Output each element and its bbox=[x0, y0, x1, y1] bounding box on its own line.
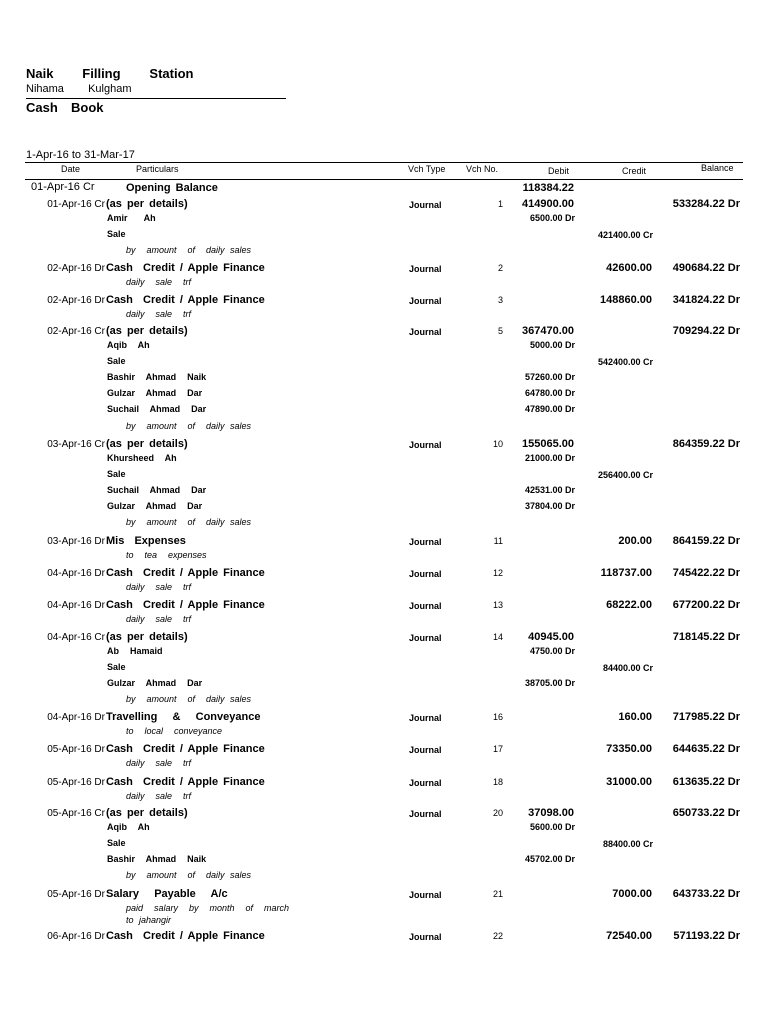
entry-vch-type: Journal bbox=[409, 601, 442, 611]
entry-balance: 650733.22 Dr bbox=[672, 807, 740, 819]
entry-vch-type: Journal bbox=[409, 569, 442, 579]
entry-narration: daily sale trf bbox=[126, 758, 192, 768]
entry-date: 05-Apr-16 Dr bbox=[47, 744, 105, 755]
entry-narration: daily sale trf bbox=[126, 614, 192, 624]
entry-narration: by amount of daily sales bbox=[126, 517, 252, 528]
column-header-credit: Credit bbox=[622, 166, 647, 176]
detail-account: Ab Hamaid bbox=[107, 646, 163, 656]
entry-vch-no: 11 bbox=[493, 536, 503, 546]
entry-particulars: Cash Credit / Apple Finance bbox=[106, 262, 265, 274]
entry-balance: 717985.22 Dr bbox=[672, 711, 740, 723]
entry-vch-no: 10 bbox=[492, 439, 503, 449]
entry-vch-type: Journal bbox=[409, 713, 442, 723]
detail-credit: 256400.00 Cr bbox=[597, 470, 653, 481]
entry-date: 02-Apr-16 Dr bbox=[47, 295, 105, 306]
detail-debit: 37804.00 Dr bbox=[524, 501, 575, 512]
entry-vch-no: 20 bbox=[492, 808, 503, 818]
entry-date: 03-Apr-16 Cr bbox=[47, 439, 105, 450]
entry-narration: paid salary by month of march bbox=[126, 903, 290, 913]
detail-account: Khursheed Ah bbox=[107, 453, 177, 463]
detail-account: Gulzar Ahmad Dar bbox=[107, 388, 203, 399]
entry-date: 05-Apr-16 Dr bbox=[47, 889, 105, 900]
entry-date: 04-Apr-16 Cr bbox=[47, 632, 105, 643]
entry-vch-no: 18 bbox=[492, 777, 503, 787]
detail-debit: 47890.00 Dr bbox=[524, 404, 575, 415]
entry-particulars: Cash Credit / Apple Finance bbox=[106, 567, 265, 579]
detail-debit: 4750.00 Dr bbox=[529, 646, 575, 656]
detail-account: Sale bbox=[107, 356, 126, 367]
entry-vch-no: 3 bbox=[497, 295, 503, 305]
detail-account: Gulzar Ahmad Dar bbox=[107, 501, 203, 512]
entry-debit: 367470.00 bbox=[522, 325, 574, 337]
company-name: Naik Filling Station bbox=[26, 66, 194, 81]
detail-account: Gulzar Ahmad Dar bbox=[107, 678, 203, 689]
entry-date: 01-Apr-16 Cr bbox=[47, 199, 105, 210]
entry-credit: 7000.00 bbox=[612, 888, 652, 900]
entry-balance: 533284.22 Dr bbox=[672, 198, 740, 210]
entry-narration: to tea expenses bbox=[126, 550, 207, 560]
entry-credit: 148860.00 bbox=[600, 294, 652, 306]
entry-balance: 643733.22 Dr bbox=[672, 888, 740, 900]
entry-vch-type: Journal bbox=[409, 264, 442, 274]
detail-debit: 6500.00 Dr bbox=[529, 213, 575, 223]
entry-balance: 864359.22 Dr bbox=[672, 438, 740, 450]
detail-account: Aqib Ah bbox=[107, 340, 150, 350]
entry-particulars: Cash Credit / Apple Finance bbox=[106, 930, 265, 942]
entry-date: 04-Apr-16 Dr bbox=[47, 568, 105, 579]
entry-debit: 118384.22 bbox=[522, 182, 574, 194]
entry-particulars: Mis Expenses bbox=[106, 535, 186, 547]
entry-debit: 414900.00 bbox=[522, 198, 574, 210]
entry-vch-type: Journal bbox=[409, 890, 442, 900]
entry-credit: 200.00 bbox=[618, 535, 652, 547]
detail-account: Amir Ah bbox=[107, 213, 156, 223]
entry-balance: 644635.22 Dr bbox=[672, 743, 740, 755]
detail-credit: 84400.00 Cr bbox=[602, 663, 653, 674]
detail-account: Suchail Ahmad Dar bbox=[107, 485, 207, 496]
entry-date: 04-Apr-16 Dr bbox=[47, 712, 105, 723]
entry-particulars: Cash Credit / Apple Finance bbox=[106, 294, 265, 306]
entry-particulars: Cash Credit / Apple Finance bbox=[106, 776, 265, 788]
detail-debit: 5000.00 Dr bbox=[529, 340, 575, 350]
entry-balance: 709294.22 Dr bbox=[672, 325, 740, 337]
detail-debit: 42531.00 Dr bbox=[524, 485, 575, 496]
entry-particulars: (as per details) bbox=[106, 438, 188, 450]
entry-narration: by amount of daily sales bbox=[126, 245, 252, 256]
entry-date: 02-Apr-16 Cr bbox=[47, 326, 105, 337]
entry-credit: 73350.00 bbox=[606, 743, 652, 755]
detail-account: Suchail Ahmad Dar bbox=[107, 404, 207, 415]
entry-narration: daily sale trf bbox=[126, 582, 192, 592]
column-header-debit: Debit bbox=[548, 166, 570, 176]
entry-vch-no: 22 bbox=[492, 931, 503, 941]
entry-date: 05-Apr-16 Cr bbox=[47, 808, 105, 819]
entry-vch-type: Journal bbox=[409, 440, 442, 450]
entry-particulars: (as per details) bbox=[106, 325, 188, 337]
entry-narration: daily sale trf bbox=[126, 309, 192, 319]
entry-vch-type: Journal bbox=[409, 809, 442, 819]
entry-vch-no: 21 bbox=[492, 889, 503, 899]
entry-credit: 160.00 bbox=[618, 711, 652, 723]
entry-particulars: (as per details) bbox=[106, 198, 188, 210]
entry-particulars: Cash Credit / Apple Finance bbox=[106, 599, 265, 611]
entry-particulars: (as per details) bbox=[106, 631, 188, 643]
entry-date: 01-Apr-16 Cr bbox=[31, 181, 95, 193]
entry-balance: 571193.22 Dr bbox=[673, 930, 740, 942]
entry-vch-no: 12 bbox=[492, 568, 503, 578]
entry-vch-no: 1 bbox=[497, 199, 503, 209]
entry-debit: 155065.00 bbox=[522, 438, 574, 450]
entry-particulars: Salary Payable A/c bbox=[106, 888, 228, 900]
entry-vch-type: Journal bbox=[409, 327, 442, 337]
entry-narration: daily sale trf bbox=[126, 277, 192, 287]
column-header-vch-no: Vch No. bbox=[466, 164, 499, 174]
detail-account: Sale bbox=[107, 662, 126, 673]
entry-credit: 31000.00 bbox=[606, 776, 652, 788]
entry-vch-type: Journal bbox=[409, 296, 442, 306]
entry-vch-type: Journal bbox=[409, 932, 442, 942]
entry-vch-no: 16 bbox=[492, 712, 503, 722]
report-title: Cash Book bbox=[26, 100, 104, 115]
entry-date: 05-Apr-16 Dr bbox=[47, 777, 105, 788]
detail-debit: 5600.00 Dr bbox=[529, 822, 575, 832]
entry-debit: 37098.00 bbox=[528, 807, 574, 819]
entry-balance: 864159.22 Dr bbox=[672, 535, 740, 547]
entry-narration: by amount of daily sales bbox=[126, 694, 252, 705]
column-header-balance: Balance bbox=[701, 163, 734, 173]
entry-narration: to local conveyance bbox=[126, 726, 223, 736]
detail-debit: 45702.00 Dr bbox=[524, 854, 575, 865]
detail-account: Bashir Ahmad Naik bbox=[107, 854, 207, 865]
entry-debit: 40945.00 bbox=[528, 631, 574, 643]
entry-vch-no: 17 bbox=[492, 744, 503, 754]
detail-credit: 421400.00 Cr bbox=[597, 230, 653, 241]
entry-vch-type: Journal bbox=[409, 745, 442, 755]
entry-date: 02-Apr-16 Dr bbox=[47, 263, 105, 274]
column-header-date: Date bbox=[61, 164, 81, 174]
detail-account: Sale bbox=[107, 469, 126, 480]
detail-credit: 88400.00 Cr bbox=[602, 839, 653, 850]
entry-credit: 68222.00 bbox=[606, 599, 652, 611]
entry-credit: 42600.00 bbox=[606, 262, 652, 274]
entry-vch-type: Journal bbox=[409, 537, 442, 547]
entry-particulars: Opening Balance bbox=[126, 182, 218, 194]
column-header-particulars: Particulars bbox=[136, 164, 179, 174]
entry-vch-no: 13 bbox=[492, 600, 503, 610]
entry-date: 06-Apr-16 Dr bbox=[47, 931, 105, 942]
detail-debit: 64780.00 Dr bbox=[524, 388, 575, 399]
entry-balance: 490684.22 Dr bbox=[672, 262, 740, 274]
company-address: Nihama Kulgham bbox=[26, 83, 132, 95]
detail-account: Bashir Ahmad Naik bbox=[107, 372, 207, 383]
entry-particulars: (as per details) bbox=[106, 807, 188, 819]
entry-vch-no: 5 bbox=[497, 326, 503, 336]
entry-narration: by amount of daily sales bbox=[126, 870, 252, 881]
entry-vch-type: Journal bbox=[409, 778, 442, 788]
detail-debit: 57260.00 Dr bbox=[524, 372, 575, 383]
entry-date: 04-Apr-16 Dr bbox=[47, 600, 105, 611]
entry-balance: 341824.22 Dr bbox=[672, 294, 740, 306]
detail-account: Sale bbox=[107, 838, 126, 849]
entry-vch-no: 14 bbox=[492, 632, 503, 642]
entry-vch-type: Journal bbox=[409, 633, 442, 643]
entry-narration: daily sale trf bbox=[126, 791, 192, 801]
report-period: 1-Apr-16 to 31-Mar-17 bbox=[26, 149, 135, 161]
entry-date: 03-Apr-16 Dr bbox=[47, 536, 105, 547]
detail-credit: 542400.00 Cr bbox=[597, 357, 653, 368]
entry-particulars: Cash Credit / Apple Finance bbox=[106, 743, 265, 755]
entry-narration: to jahangir bbox=[126, 915, 172, 925]
entry-credit: 118737.00 bbox=[600, 567, 652, 579]
entry-credit: 72540.00 bbox=[606, 930, 652, 942]
column-header-vch-type: Vch Type bbox=[408, 164, 446, 174]
entry-balance: 718145.22 Dr bbox=[672, 631, 740, 643]
detail-account: Sale bbox=[107, 229, 126, 240]
entry-vch-type: Journal bbox=[409, 200, 442, 210]
entry-balance: 745422.22 Dr bbox=[672, 567, 740, 579]
entry-balance: 677200.22 Dr bbox=[672, 599, 740, 611]
entry-narration: by amount of daily sales bbox=[126, 420, 252, 431]
entry-particulars: Travelling & Conveyance bbox=[106, 711, 261, 723]
detail-debit: 21000.00 Dr bbox=[524, 453, 575, 463]
detail-account: Aqib Ah bbox=[107, 822, 150, 832]
entry-balance: 613635.22 Dr bbox=[672, 776, 740, 788]
detail-debit: 38705.00 Dr bbox=[524, 678, 575, 689]
entry-vch-no: 2 bbox=[497, 263, 503, 273]
